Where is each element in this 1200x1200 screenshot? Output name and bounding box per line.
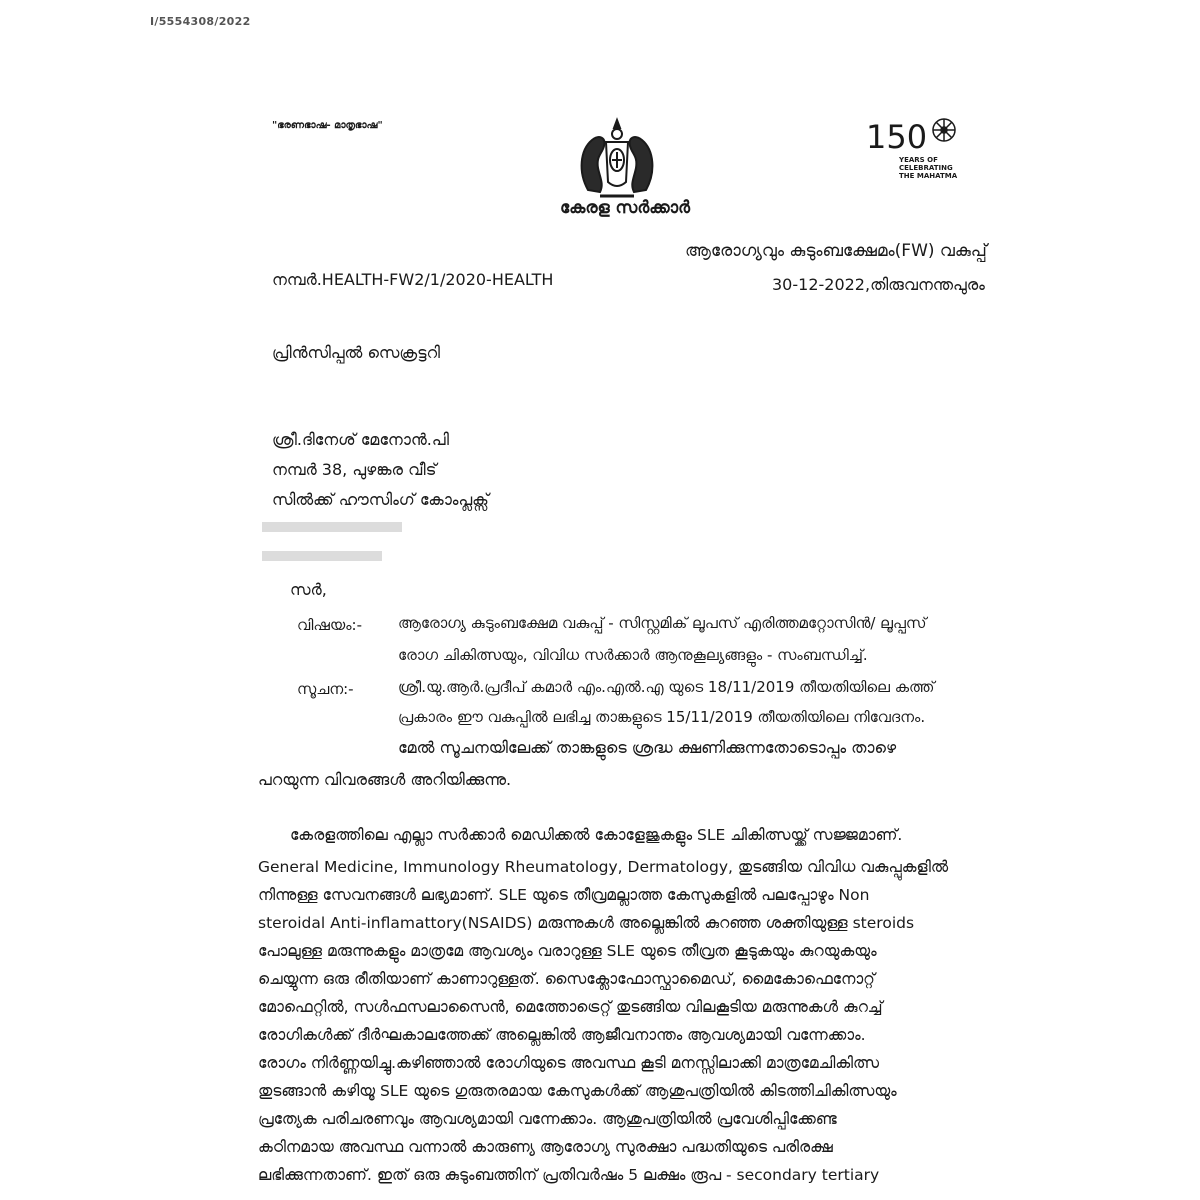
redacted-pincode-line <box>262 551 382 561</box>
recipient-name: ശ്രീ.ദിനേശ് മേനോൻ.പി <box>272 430 450 449</box>
svg-text:150: 150 <box>866 118 928 156</box>
intro-line-2: പറയുന്ന വിവരങ്ങൾ അറിയിക്കുന്നു. <box>258 770 512 789</box>
body-line: ലഭിക്കുന്നതാണ്. ഇത് ഒരു കുടുംബത്തിന് പ്രതിവർഷം 5 ലക്ഷം രൂപ - secondary tertiary <box>258 1166 880 1184</box>
intro-line-1: മേൽ സൂചനയിലേക്ക് താങ്കളുടെ ശ്രദ്ധ ക്ഷണിക്കുന്നതോടൊപ്പം താഴെ <box>398 738 897 757</box>
letter-number: നമ്പർ.HEALTH-FW2/1/2020-HEALTH <box>272 270 554 289</box>
body-line: കഠിനമായ അവസ്ഥ വന്നാൽ കാരുണ്യ ആരോഗ്യ സുരക്ഷാ പദ്ധതിയുടെ പരിരക്ഷ <box>258 1138 833 1156</box>
svg-text:THE MAHATMA: THE MAHATMA <box>899 172 958 180</box>
reference-line-1: ശ്രീ.യു.ആർ.പ്രദീപ് കമാർ എം.എൽ.എ യുടെ 18/11/2019 തീയതിയിലെ കത്ത് <box>398 678 935 696</box>
body-line: മോഫെറ്റിൽ, സൾഫസലാസൈൻ, മെത്തോട്രെറ്റ് തുടങ്ങിയ വിലകൂടിയ മരുന്നുകൾ കുറച്ച് <box>258 998 883 1016</box>
redacted-address-line <box>262 522 402 532</box>
body-line: രോഗികൾക്ക് ദീർഘകാലത്തേക്ക് അല്ലെങ്കിൽ ആജീവനാന്തം ആവശ്യമായി വന്നേക്കാം. <box>258 1026 866 1044</box>
kerala-emblem-icon <box>570 112 664 206</box>
body-line: നിന്നുള്ള സേവനങ്ങൾ ലഭ്യമാണ്. SLE യുടെ തീവ്രമല്ലാത്ത കേസുകളിൽ പലപ്പോഴും Non <box>258 886 870 904</box>
government-title: കേരള സർക്കാർ <box>560 198 691 218</box>
body-line: കേരളത്തിലെ എല്ലാ സർക്കാർ മെഡിക്കൽ കോളേജുകളും SLE ചികിത്സയ്ക്ക് സജ്ജമാണ്. <box>290 826 903 844</box>
recipient-address-line-2: സിൽക്ക് ഹൗസിംഗ് കോംപ്ലക്സ് <box>272 490 489 509</box>
salutation: സർ, <box>290 580 327 599</box>
svg-text:YEARS OF: YEARS OF <box>899 156 938 164</box>
subject-label: വിഷയം:- <box>297 616 362 634</box>
body-line: പോലുള്ള മരുന്നുകളും മാത്രമേ ആവശ്യം വരാറുള്ള SLE യുടെ തീവ്രത കൂടുകയും കുറയുകയും <box>258 942 877 960</box>
reference-line-2: പ്രകാരം ഈ വകുപ്പിൽ ലഭിച്ച താങ്കളുടെ 15/11/2019 തീയതിയിലെ നിവേദനം. <box>398 708 926 726</box>
svg-text:CELEBRATING: CELEBRATING <box>899 164 953 172</box>
letter-date-place: 30-12-2022,തിരുവനന്തപുരം <box>772 275 985 294</box>
recipient-address-line-1: നമ്പർ 38, പുഴങ്കര വീട് <box>272 460 437 479</box>
reference-label: സൂചന:- <box>297 680 354 698</box>
language-motto: "ഭരണഭാഷ- മാതൃഭാഷ" <box>272 120 383 131</box>
body-line: രോഗം നിർണ്ണയിച്ചു.കഴിഞ്ഞാൽ രോഗിയുടെ അവസ്ഥ കൂടി മനസ്സിലാക്കി മാത്രമേചികിത്സ <box>258 1054 879 1072</box>
file-reference-number: I/5554308/2022 <box>150 15 251 28</box>
body-line: General Medicine, Immunology Rheumatology, Dermatology, തുടങ്ങിയ വിവിധ വകുപ്പുകളിൽ <box>258 858 949 876</box>
subject-line-2: രോഗ ചികിത്സയും, വിവിധ സർക്കാർ ആനുകൂല്യങ്ങളും - സംബന്ധിച്ച്. <box>398 646 868 664</box>
body-line: ചെയ്യുന്ന ഒരു രീതിയാണ് കാണാറുള്ളത്. സൈക്ലോഫോസ്ഫാമൈഡ്, മൈകോഫെനോറ്റ് <box>258 970 875 988</box>
department-name: ആരോഗ്യവും കുടുംബക്ഷേമം(FW) വകുപ്പ് <box>685 241 987 261</box>
charkha-icon <box>866 112 958 188</box>
mahatma-150-logo <box>866 112 958 188</box>
body-line: steroidal Anti-inflamattory(NSAIDS) മരുന്നുകൾ അല്ലെങ്കിൽ കുറഞ്ഞ ശക്തിയുള്ള steroids <box>258 914 915 932</box>
body-line: തുടങ്ങാൻ കഴിയൂ SLE യുടെ ഗുരുതരമായ കേസുകൾക്ക് ആശുപത്രിയിൽ കിടത്തിചികിത്സയും <box>258 1082 897 1100</box>
sender-designation: പ്രിൻസിപ്പൽ സെക്രട്ടറി <box>272 343 440 362</box>
body-line: പ്രത്യേക പരിചരണവും ആവശ്യമായി വന്നേക്കാം. ആശുപത്രിയിൽ പ്രവേശിപ്പിക്കേണ്ട <box>258 1110 837 1128</box>
subject-line-1: ആരോഗ്യ കുടുംബക്ഷേമ വകുപ്പ് - സിസ്റ്റമിക് ലൂപസ് എരിത്തമറ്റോസിൻ/ ലൂപ്പസ് <box>398 614 927 632</box>
